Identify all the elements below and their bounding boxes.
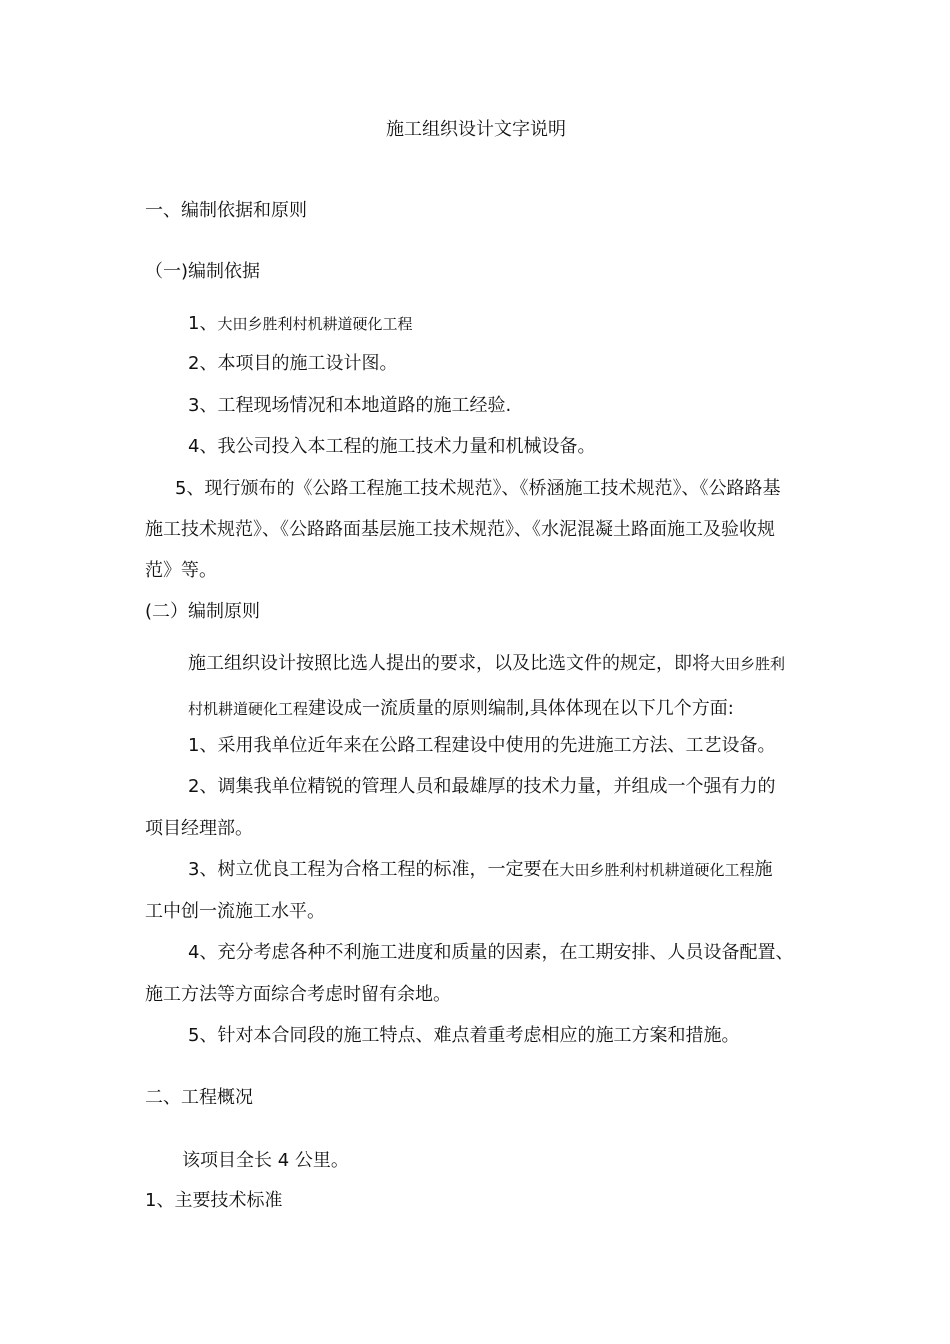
section-2-paragraph: 该项目全长 4 公里。 xyxy=(182,1150,349,1171)
principle-item-3-text-b: 施 xyxy=(754,859,773,880)
subsection-1a-heading: （一)编制依据 xyxy=(145,261,261,282)
principle-item-3-line-2: 工中创一流施工水平。 xyxy=(145,901,325,922)
section-2-item-1-heading: 1、主要技术标准 xyxy=(145,1190,283,1211)
document-title: 施工组织设计文字说明 xyxy=(386,119,566,140)
subsection-1b-heading: (二）编制原则 xyxy=(145,601,261,622)
principle-item-1: 1、采用我单位近年来在公路工程建设中使用的先进施工方法、工艺设备。 xyxy=(188,735,776,756)
basis-item-1 xyxy=(188,311,412,337)
principle-item-4-line-2: 施工方法等方面综合考虑时留有余地。 xyxy=(145,984,451,1005)
basis-item-5-line-2: 施工技术规范》、《公路路面基层施工技术规范》、《水泥混凝土路面施工及验收规 xyxy=(145,519,775,540)
basis-item-5-line-3: 范》等。 xyxy=(145,560,217,581)
principle-item-4-line-1: 4、充分考虑各种不利施工进度和质量的因素，在工期安排、人员设备配置、 xyxy=(188,942,794,963)
principle-item-2-line-2: 项目经理部。 xyxy=(145,818,253,839)
principle-paragraph-text-2: 建设成一流质量的原则编制,具体体现在以下几个方面: xyxy=(308,698,734,719)
basis-item-5-line-1: 5、现行颁布的《公路工程施工技术规范》、《桥涵施工技术规范》、《公路路基 xyxy=(175,478,781,499)
principle-paragraph-project-name-1: 大田乡胜利 xyxy=(710,655,786,673)
basis-item-2: 2、本项目的施工设计图。 xyxy=(188,353,398,374)
principle-item-2-line-1: 2、调集我单位精锐的管理人员和最雄厚的技术力量，并组成一个强有力的 xyxy=(188,776,776,797)
basis-item-3: 3、工程现场情况和本地道路的施工经验. xyxy=(188,395,512,416)
principle-paragraph-line-1 xyxy=(188,651,785,677)
principle-item-3-text-a: 3、树立优良工程为合格工程的标准，一定要在 xyxy=(188,859,560,880)
section-2-heading: 二、工程概况 xyxy=(145,1087,253,1108)
principle-item-5: 5、针对本合同段的施工特点、难点着重考虑相应的施工方案和措施。 xyxy=(188,1025,740,1046)
principle-paragraph-line-2 xyxy=(188,696,734,722)
principle-paragraph-project-name-2: 村机耕道硬化工程 xyxy=(188,700,309,718)
principle-paragraph-text-1: 施工组织设计按照比选人提出的要求，以及比选文件的规定，即将 xyxy=(188,653,710,674)
basis-item-1-project-name: 大田乡胜利村机耕道硬化工程 xyxy=(217,315,413,333)
basis-item-1-number: 1、 xyxy=(188,313,218,334)
principle-item-3-line-1 xyxy=(188,857,772,883)
section-1-heading: 一、编制依据和原则 xyxy=(145,200,307,221)
principle-item-3-project-name: 大田乡胜利村机耕道硬化工程 xyxy=(559,861,755,879)
basis-item-4: 4、我公司投入本工程的施工技术力量和机械设备。 xyxy=(188,436,596,457)
